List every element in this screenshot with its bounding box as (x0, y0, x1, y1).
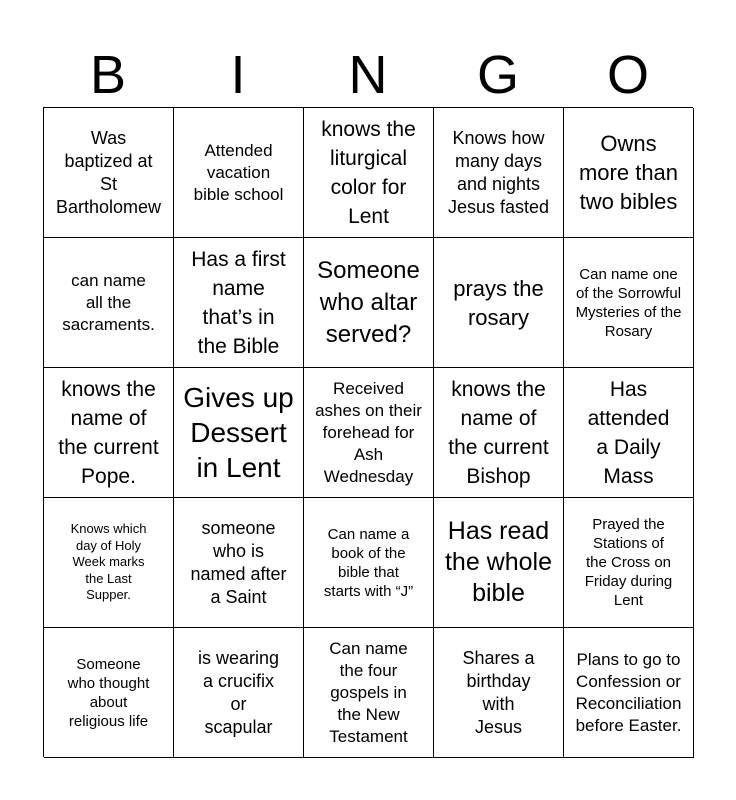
bingo-grid (43, 107, 693, 757)
bingo-cell[interactable] (564, 108, 694, 238)
cell-text: knows the liturgical color for Lent (321, 117, 416, 228)
bingo-cell[interactable] (174, 498, 304, 628)
cell-text: Received ashes on their forehead for Ash Wednesday (315, 378, 422, 486)
header-letter-i: I (230, 45, 246, 105)
cell-text: Gives up Dessert in Lent (183, 382, 294, 483)
bingo-cell[interactable] (44, 108, 174, 238)
bingo-header (43, 44, 693, 106)
bingo-cell[interactable] (564, 238, 694, 368)
cell-text: prays the rosary (453, 275, 544, 330)
cell-text: Can name a book of the bible that starts with “J” (323, 525, 414, 600)
bingo-cell[interactable] (434, 628, 564, 758)
cell-text: Can name one of the Sorrowful Mysteries of the Rosary (575, 265, 682, 340)
bingo-cell[interactable] (44, 498, 174, 628)
cell-text: Has read the whole bible (444, 517, 553, 607)
bingo-cell[interactable] (434, 238, 564, 368)
cell-text: Owns more than two bibles (578, 131, 679, 214)
bingo-cell[interactable] (304, 108, 434, 238)
cell-text: Knows how many days and nights Jesus fasted (447, 127, 550, 217)
bingo-cell[interactable] (174, 108, 304, 238)
cell-text: someone who is named after a Saint (190, 517, 287, 607)
bingo-cell[interactable] (564, 498, 694, 628)
header-letter-o: O (606, 45, 649, 105)
bingo-cell[interactable] (174, 628, 304, 758)
cell-text: Has a first name that’s in the Bible (191, 247, 286, 358)
bingo-cell[interactable] (434, 368, 564, 498)
cell-text: Was baptized at St Bartholomew (55, 127, 162, 217)
cell-text: Knows which day of Holy Week marks the Last Supper. (70, 521, 147, 603)
bingo-cell[interactable] (434, 498, 564, 628)
bingo-cell[interactable] (44, 628, 174, 758)
header-letter-g: G (476, 45, 519, 105)
bingo-cell[interactable] (44, 238, 174, 368)
cell-text: Attended vacation bible school (193, 140, 284, 204)
bingo-cell[interactable] (304, 498, 434, 628)
cell-text: Shares a birthday with Jesus (462, 647, 535, 737)
cell-text: Plans to go to Confession or Reconciliation before Easter. (575, 649, 682, 735)
header-letter-n: N (348, 45, 388, 105)
bingo-cell[interactable] (434, 108, 564, 238)
cell-text: knows the name of the current Bishop (448, 377, 549, 488)
header-letter-b: B (89, 45, 127, 105)
bingo-cell[interactable] (304, 238, 434, 368)
bingo-cell[interactable] (174, 238, 304, 368)
bingo-cell[interactable] (304, 628, 434, 758)
cell-text: is wearing a crucifix or scapular (197, 647, 280, 737)
bingo-cell[interactable] (174, 368, 304, 498)
bingo-cell[interactable] (564, 368, 694, 498)
cell-text: Has attended a Daily Mass (587, 377, 670, 488)
bingo-cell[interactable] (564, 628, 694, 758)
cell-text: Someone who altar served? (317, 256, 420, 348)
cell-text: Can name the four gospels in the New Testament (329, 638, 408, 746)
bingo-cell[interactable] (304, 368, 434, 498)
cell-text: knows the name of the current Pope. (58, 377, 159, 488)
cell-text: Someone who thought about religious life (67, 655, 150, 730)
bingo-cell[interactable] (44, 368, 174, 498)
cell-text: Prayed the Stations of the Cross on Friday during Lent (584, 516, 673, 609)
cell-text: can name all the sacraments. (62, 270, 155, 334)
